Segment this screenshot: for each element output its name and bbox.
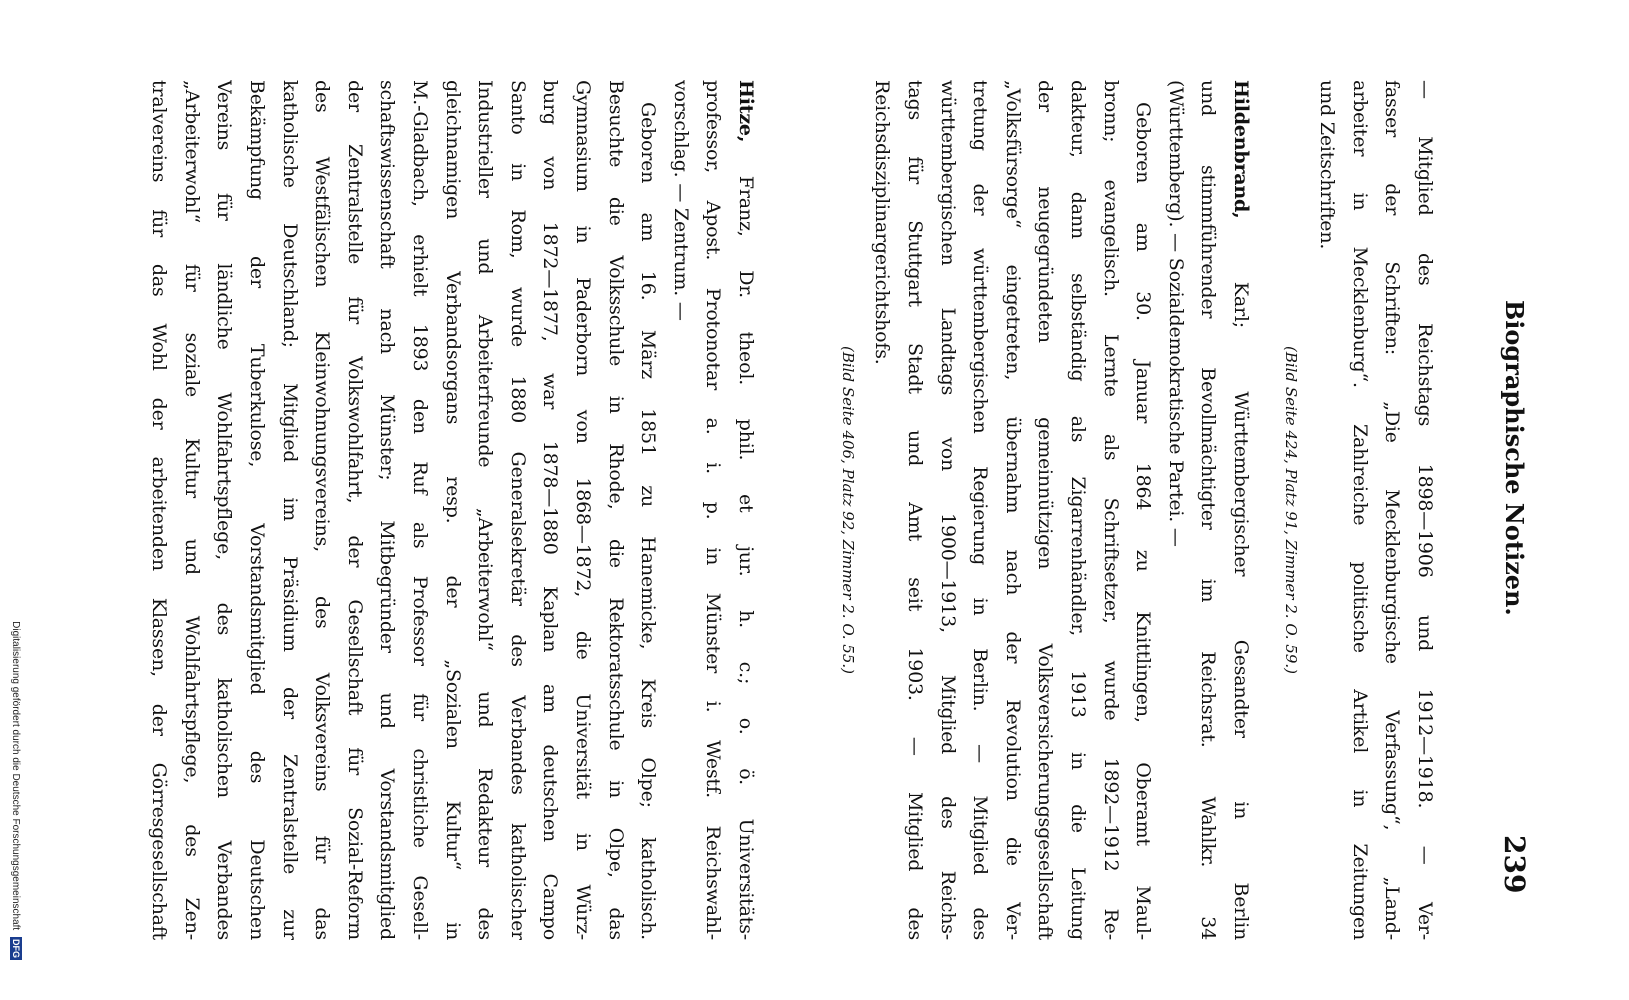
text-line: arbeiter in Mecklenburg“. Zahlreiche politische Artikel in Zeitungen (1348, 80, 1371, 940)
digitization-note-text: Digitalisierung gefördert durch die Deutsche Forschungsgemeinschaft (10, 621, 21, 931)
text-line: tralvereins für das Wohl der arbeitenden Klassen, der Görresgesellschaft (148, 80, 171, 940)
text-line: württembergischen Landtags von 1900—1913, Mitglied des Reichs- (936, 80, 959, 940)
text-line: tags für Stuttgart Stadt und Amt seit 1903. — Mitglied des (904, 80, 927, 940)
entry-text: Franz, Dr. theol. phil. et jur. h. c.; o. ö. Universitäts- (735, 175, 757, 940)
text-line: „Arbeiterwohl“ für soziale Kultur und Wohlfahrtspflege, des Zen- (180, 80, 203, 940)
text-line: (Württemberg). — Sozialdemokratische Partei. — (1164, 80, 1187, 547)
image-caption: (Bild Seite 406, Platz 92, Zimmer 2. O. 55.) (838, 345, 857, 674)
text-line: der neugegründeten gemeinnützigen Volksversicherungsgesellschaft (1034, 80, 1057, 940)
text-line: katholische Deutschland; Mitglied im Präsidium der Zentralstelle zur (278, 80, 301, 940)
text-line: dakteur, dann selbständig als Zigarrenhändler, 1913 in die Leitung (1067, 80, 1090, 940)
text-line: Bekämpfung der Tuberkulose, Vorstandsmitglied des Deutschen (246, 80, 269, 940)
text-line (729, 80, 762, 940)
running-title: Biographische Notizen. (1500, 300, 1529, 616)
entry-hildenbrand (832, 80, 1257, 940)
entry-continuation (1275, 80, 1441, 940)
text-line: Industrieller und Arbeiterfreunde „Arbeiterwohl“ und Redakteur des (474, 80, 497, 940)
text-line: M.-Gladbach, erhielt 1893 den Ruf als Professor für christliche Gesell- (409, 80, 432, 940)
text-line: Geboren am 30. Januar 1864 zu Knittlingen, Oberamt Maul- (1132, 102, 1155, 940)
text-line: bronn; evangelisch. Lernte als Schriftsetzer, wurde 1892—1912 Re- (1099, 80, 1122, 940)
text-line: Besuchte die Volksschule in Rhode, die Rektoratsschule in Olpe, das (604, 80, 627, 940)
text-line: — Mitglied des Reichstags 1898—1906 und 1912—1918. — Ver- (1414, 80, 1436, 940)
text-line: Reichsdisziplinargerichtshofs. (871, 80, 894, 365)
text-line: der Zentralstelle für Volkswohlfahrt, der Gesellschaft für Sozial-Reform (343, 80, 366, 940)
text-line: Santo in Rom, wurde 1880 Generalsekretär des Verbandes katholischer (506, 80, 529, 940)
text-line: und Zeitschriften. (1316, 80, 1339, 250)
digitization-note (7, 0, 23, 960)
text-line: Gymnasium in Paderborn von 1868—1872, die Universität in Würz- (572, 80, 595, 940)
page-number: 239 (1498, 835, 1531, 894)
text-line: schaftswissenschaft nach Münster; Mitbegründer und Vorstandsmitglied (376, 80, 399, 940)
text-line: des Westfälischen Kleinwohnungsvereins, des Volksvereins für das (311, 80, 334, 940)
text-line (1224, 80, 1257, 940)
image-caption: (Bild Seite 424, Platz 91, Zimmer 2. O. 59.) (1281, 345, 1300, 674)
entry-hitze (143, 80, 762, 940)
text-line: und stimmführender Bevollmächtigter im Reichsrat. Wahlkr. 34 (1197, 80, 1220, 940)
text-line: Vereins für ländliche Wohlfahrtspflege, des katholischen Verbandes (213, 80, 236, 940)
text-line: professor, Apost. Protonotar a. i. p. in Münster i. Westf. Reichswahl- (702, 80, 725, 940)
entry-name: Hitze, (735, 80, 757, 143)
text-line: burg von 1872—1877, war 1878—1880 Kaplan am deutschen Campo (539, 80, 562, 940)
text-line: „Volksfürsorge“ eingetreten, übernahm nach der Revolution die Ver- (1001, 80, 1024, 940)
text-line: tretung der württembergischen Regierung in Berlin. — Mitglied des (969, 80, 992, 940)
text-line: gleichnamigen Verbandsorgans resp. der „Sozialen Kultur“ in (441, 80, 464, 940)
text-line: Geboren am 16. März 1851 zu Hanemicke, Kreis Olpe; katholisch. (637, 102, 660, 940)
dfg-logo-badge: DFG (11, 939, 21, 958)
text-line: vorschlag. — Zentrum. — (669, 80, 692, 321)
entry-name: Hildenbrand, (1230, 80, 1252, 219)
text-line: fasser der Schriften: „Die Mecklenburgische Verfassung“, „Land- (1381, 80, 1404, 940)
entry-text: Karl; Württembergischer Gesandter in Berlin (1230, 281, 1252, 940)
